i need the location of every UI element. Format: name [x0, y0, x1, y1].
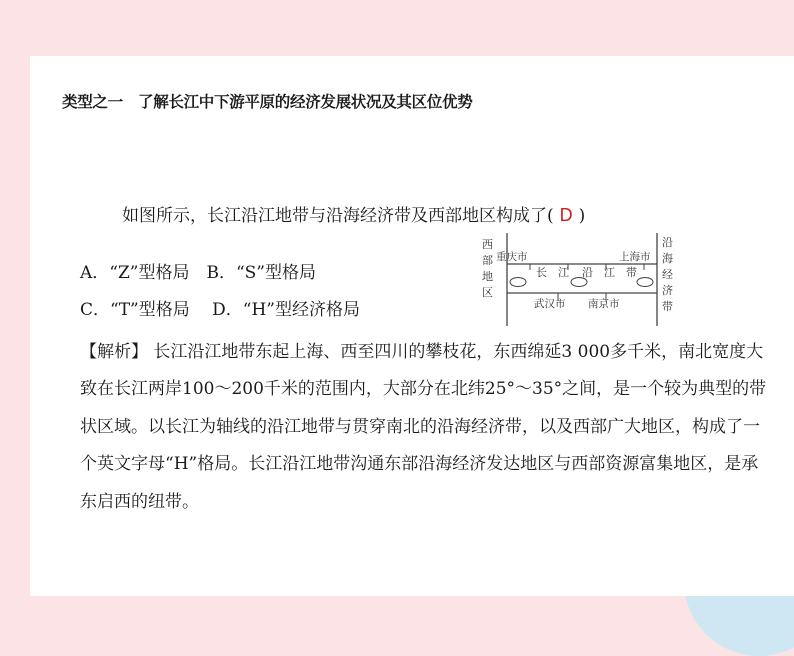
question-stem-text: 如图所示，长江沿江地带与沿海经济带及西部地区构成了( [122, 206, 554, 226]
coast-label-char-3: 经 [662, 268, 673, 281]
belt-char-5: 带 [626, 266, 637, 279]
coast-label-char-4: 济 [662, 284, 673, 297]
question-stem-close: ) [578, 206, 586, 226]
question-stem [122, 201, 585, 226]
analysis-text: 长江沿江地带东起上海、西至四川的攀枝花，东西绵延3 000多千米，南北宽度大致在长江两岸100～200千米的范围内，大部分在北纬25°～35°之间，是一个较为典型的带状区域。以长江为轴线的沿江地带与贯穿南北的沿海经济带，以及西部广大地区，构成了一个英文字母“H”格局。长江沿江地带沟通东部沿海经济发达地区与西部资源富集地区，是承东启西的纽带。 [80, 342, 767, 512]
chongqing-label: 重庆市 [496, 251, 528, 263]
wuhan-label: 武汉市 [534, 298, 566, 310]
belt-char-1: 长 [536, 266, 547, 279]
river-ellipse-3 [637, 278, 653, 287]
west-label-char-1: 西 [482, 238, 493, 251]
west-label-char-3: 地 [482, 270, 493, 283]
coast-label-char-1: 沿 [662, 236, 673, 249]
belt-char-2: 江 [558, 266, 569, 279]
belt-char-4: 江 [604, 266, 615, 279]
section-heading: 类型之一 了解长江中下游平原的经济发展状况及其区位优势 [62, 93, 473, 111]
shanghai-label: 上海市 [619, 251, 651, 263]
west-label-char-2: 部 [482, 254, 493, 267]
analysis-label: 【解析】 [80, 342, 148, 362]
west-label-char-4: 区 [482, 286, 493, 299]
options-line-1: A．“Z”型格局 B．“S”型格局 [80, 263, 316, 283]
coast-label-char-5: 带 [662, 300, 673, 313]
answer-letter: D [559, 205, 573, 225]
coast-label-char-2: 海 [662, 252, 673, 265]
river-ellipse-1 [510, 278, 526, 287]
belt-char-3: 沿 [582, 266, 593, 279]
options-line-2: C．“T”型格局 D．“H”型经济格局 [80, 300, 360, 320]
h-pattern-diagram [478, 231, 688, 331]
nanjing-label: 南京市 [588, 298, 620, 310]
analysis-paragraph [80, 334, 770, 521]
